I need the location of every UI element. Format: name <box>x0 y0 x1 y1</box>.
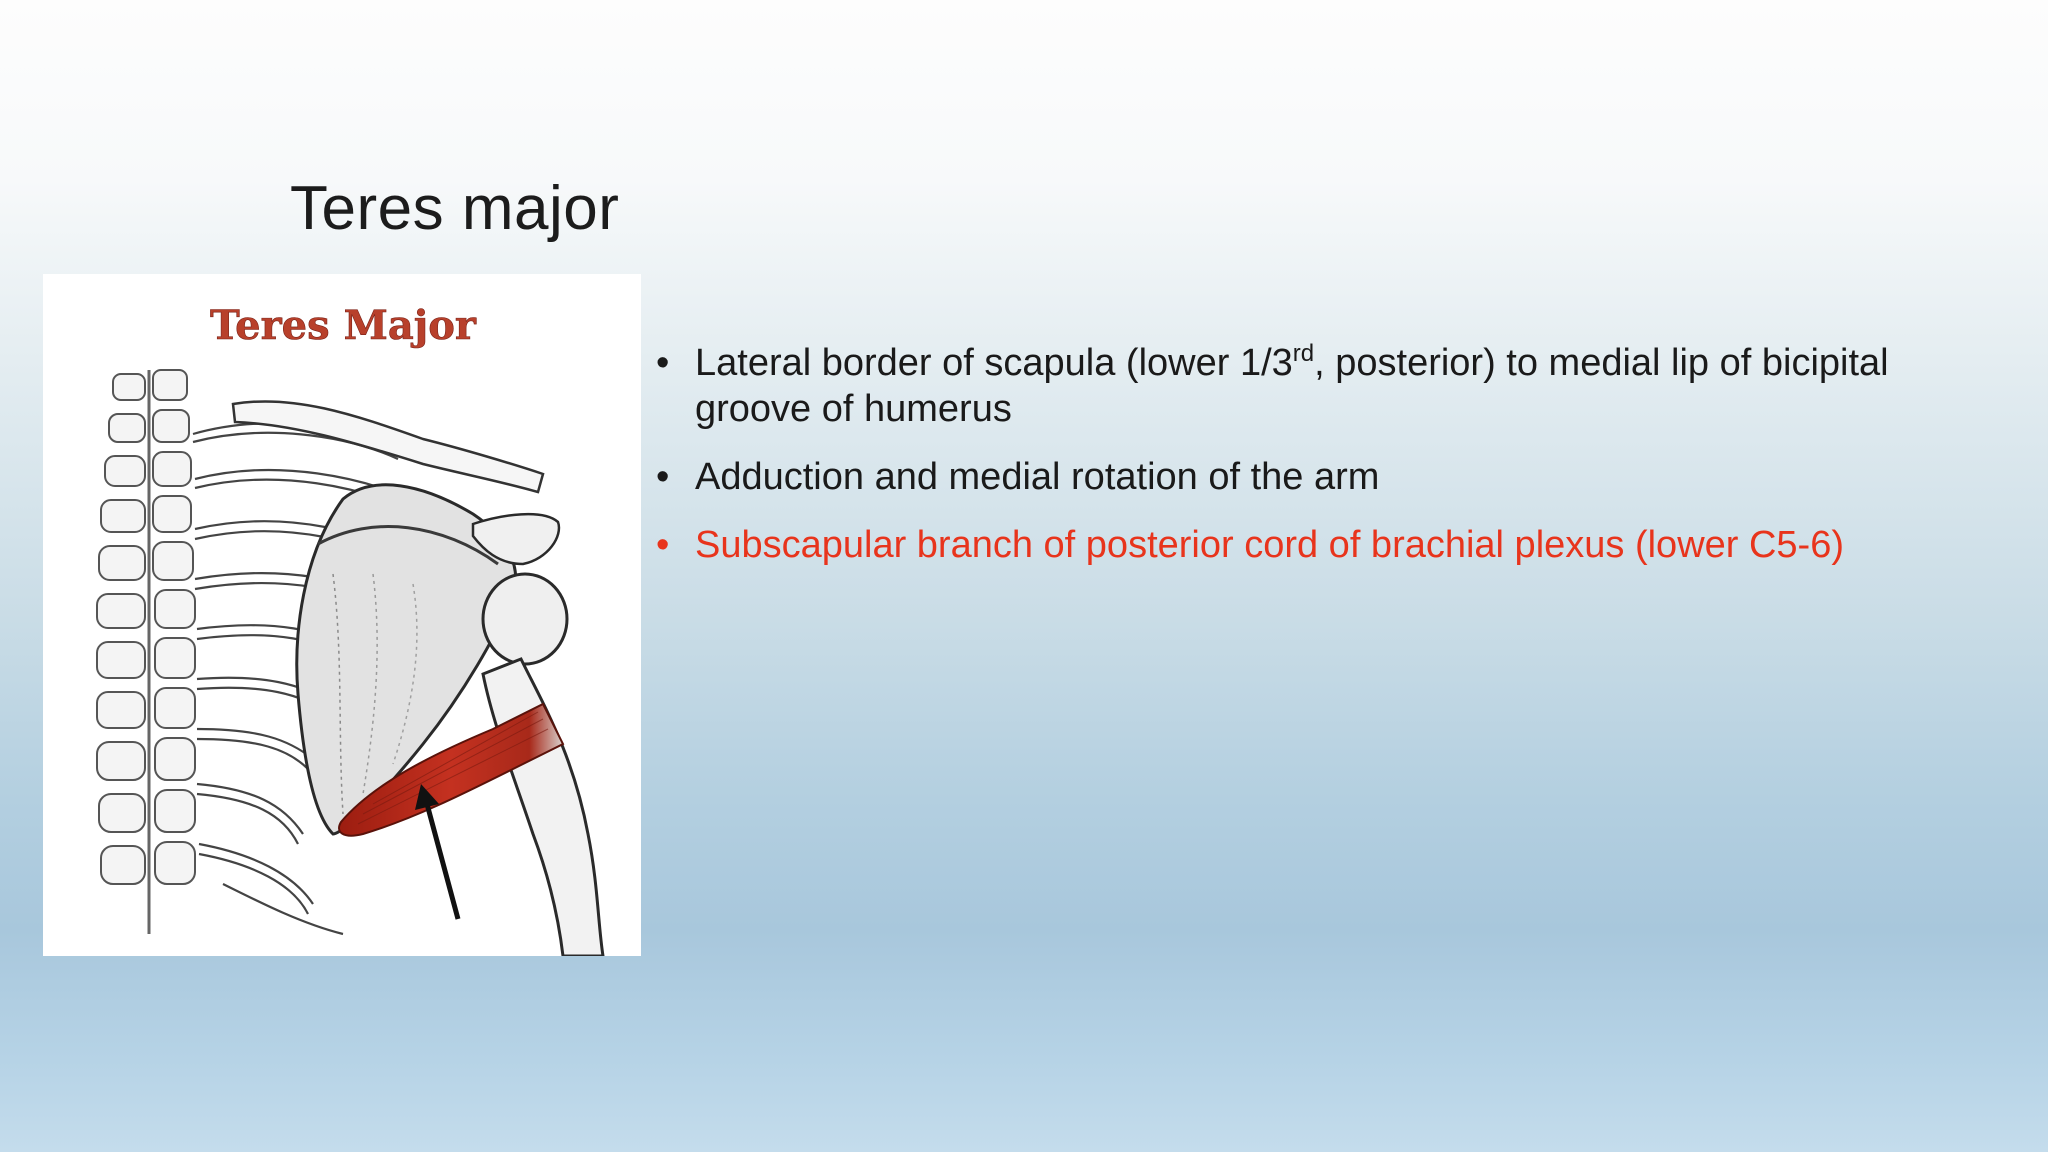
bullet-text: Adduction and medial rotation of the arm <box>695 456 1380 498</box>
bullet-innervation <box>656 522 1956 568</box>
bullet-action <box>656 454 1956 500</box>
anatomy-drawing <box>43 274 641 956</box>
bullet-marker: • <box>656 342 670 384</box>
teres-major-illustration <box>43 274 641 956</box>
bullet-superscript: rd <box>1292 340 1315 367</box>
slide-title: Teres major <box>290 174 620 243</box>
figure-label: Teres Major <box>209 302 477 349</box>
bullet-attachment <box>656 340 1956 432</box>
bullet-text: Lateral border of scapula (lower 1/3 <box>695 342 1293 384</box>
pointer-arrow <box>415 784 458 919</box>
bullet-list <box>656 340 1956 590</box>
bullet-marker: • <box>656 524 670 566</box>
bullet-marker: • <box>656 456 670 498</box>
clavicle <box>233 401 543 492</box>
vertebral-column <box>97 370 195 934</box>
bullet-text-continued: , posterior) to medial lip of bicipital groove of humerus <box>695 342 1889 430</box>
bullet-text: Subscapular branch of posterior cord of brachial plexus (lower C5-6) <box>695 524 1844 566</box>
